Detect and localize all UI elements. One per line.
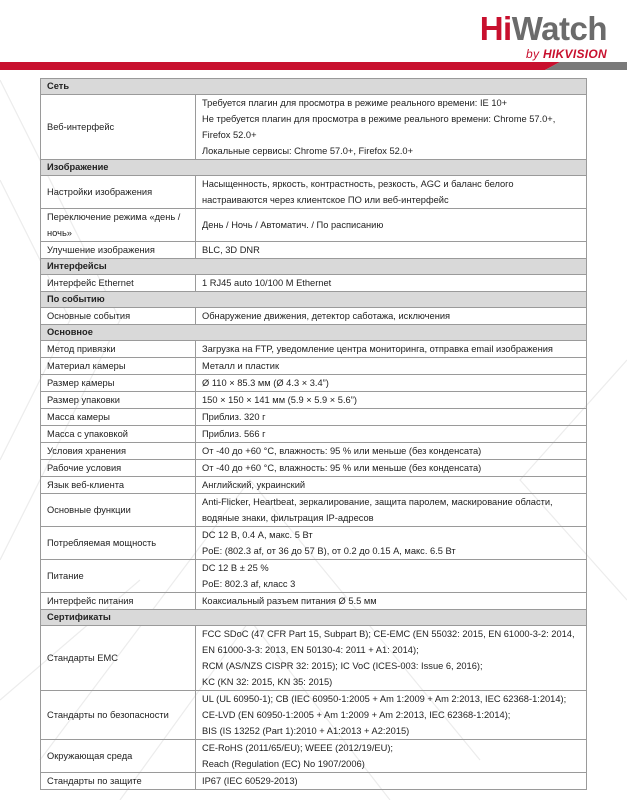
spec-label: Рабочие условия xyxy=(41,460,196,477)
spec-row xyxy=(41,308,587,325)
spec-value-line: Насыщенность, яркость, контрастность, резкость, AGC и баланс белого xyxy=(202,179,514,189)
spec-label: Масса камеры xyxy=(41,409,196,426)
spec-row xyxy=(41,409,587,426)
section-header xyxy=(41,259,587,275)
spec-label: Метод привязки xyxy=(41,341,196,358)
spec-label: Стандарты по защите xyxy=(41,773,196,790)
logo-subtitle xyxy=(480,47,607,61)
spec-row xyxy=(41,275,587,292)
spec-value-line: FCC SDoC (47 CFR Part 15, Subpart B); CE-EMC (EN 55032: 2015, EN 61000-3-2: 2014, xyxy=(202,629,575,639)
logo-hi: Hi xyxy=(479,10,512,47)
spec-value-line: BLC, 3D DNR xyxy=(202,245,260,255)
spec-row xyxy=(41,773,587,790)
spec-value-line: настраиваются через клиентское ПО или веб-интерфейс xyxy=(202,195,449,205)
spec-row xyxy=(41,443,587,460)
spec-label: Переключение режима «день / ночь» xyxy=(41,209,196,242)
spec-value xyxy=(196,560,587,593)
spec-value-line: KC (KN 32: 2015, KN 35: 2015) xyxy=(202,677,333,687)
spec-label: Основные функции xyxy=(41,494,196,527)
spec-value xyxy=(196,308,587,325)
logo-hikvision: HIKVISION xyxy=(542,47,607,61)
spec-value-line: Коаксиальный разъем питания Ø 5.5 мм xyxy=(202,596,377,606)
header-stripe xyxy=(0,62,627,74)
spec-row xyxy=(41,593,587,610)
spec-value-line: Приблиз. 320 г xyxy=(202,412,266,422)
hiwatch-logo xyxy=(480,12,607,61)
spec-label: Окружающая среда xyxy=(41,740,196,773)
spec-value-line: Firefox 52.0+ xyxy=(202,130,257,140)
spec-value-line: Английский, украинский xyxy=(202,480,306,490)
spec-value-line: Ø 110 × 85.3 мм (Ø 4.3 × 3.4”) xyxy=(202,378,329,388)
spec-row xyxy=(41,494,587,527)
spec-value-line: 150 × 150 × 141 мм (5.9 × 5.9 × 5.6”) xyxy=(202,395,357,405)
spec-value xyxy=(196,426,587,443)
spec-value xyxy=(196,691,587,740)
spec-row xyxy=(41,209,587,242)
spec-label: Улучшение изображения xyxy=(41,242,196,259)
spec-label: Размер камеры xyxy=(41,375,196,392)
spec-value-line: BIS (IS 13252 (Part 1):2010 + A1:2013 + A2:2015) xyxy=(202,726,410,736)
section-header xyxy=(41,292,587,308)
spec-value xyxy=(196,626,587,691)
spec-value-line: Металл и пластик xyxy=(202,361,280,371)
spec-value-line: RCM (AS/NZS CISPR 32: 2015); IC VoC (ICES-003: Issue 6, 2016); xyxy=(202,661,483,671)
specification-table xyxy=(40,78,587,790)
spec-value xyxy=(196,375,587,392)
spec-value xyxy=(196,740,587,773)
spec-row xyxy=(41,560,587,593)
spec-value xyxy=(196,460,587,477)
spec-value-line: Reach (Regulation (EC) No 1907/2006) xyxy=(202,759,365,769)
spec-value xyxy=(196,341,587,358)
spec-value xyxy=(196,443,587,460)
logo-watch: Watch xyxy=(511,10,607,47)
spec-value xyxy=(196,477,587,494)
spec-value-line: CE-RoHS (2011/65/EU); WEEE (2012/19/EU); xyxy=(202,743,394,753)
spec-row xyxy=(41,426,587,443)
spec-row xyxy=(41,527,587,560)
spec-row xyxy=(41,460,587,477)
spec-value-line: водяные знаки, фильтрация IP-адресов xyxy=(202,513,374,523)
spec-label: Стандарты по безопасности xyxy=(41,691,196,740)
spec-value xyxy=(196,392,587,409)
logo-wordmark xyxy=(480,12,607,46)
spec-label: Основные события xyxy=(41,308,196,325)
logo-by: by xyxy=(526,47,540,61)
spec-value-line: От -40 до +60 °C, влажность: 95 % или меньше (без конденсата) xyxy=(202,446,482,456)
spec-value-line: DC 12 В ± 25 % xyxy=(202,563,269,573)
section-title: Изображение xyxy=(41,160,587,176)
spec-value-line: Локальные сервисы: Chrome 57.0+, Firefox 52.0+ xyxy=(202,146,414,156)
spec-value-line: День / Ночь / Автоматич. / По расписанию xyxy=(202,220,384,230)
section-title: Основное xyxy=(41,325,587,341)
spec-value-line: Загрузка на FTP, уведомление центра мониторинга, отправка email изображения xyxy=(202,344,553,354)
spec-label: Веб-интерфейс xyxy=(41,95,196,160)
section-title: Сертификаты xyxy=(41,610,587,626)
spec-value xyxy=(196,358,587,375)
spec-value xyxy=(196,527,587,560)
spec-row xyxy=(41,176,587,209)
spec-label: Язык веб-клиента xyxy=(41,477,196,494)
spec-row xyxy=(41,477,587,494)
spec-value-line: UL (UL 60950-1); CB (IEC 60950-1:2005 + Am 1:2009 + Am 2:2013, IEC 62368-1:2014); xyxy=(202,694,567,704)
spec-label: Настройки изображения xyxy=(41,176,196,209)
spec-label: Питание xyxy=(41,560,196,593)
spec-value-line: Anti-Flicker, Heartbeat, зеркалирование, защита паролем, маскирование области, xyxy=(202,497,553,507)
section-header xyxy=(41,610,587,626)
spec-label: Масса с упаковкой xyxy=(41,426,196,443)
spec-label: Материал камеры xyxy=(41,358,196,375)
spec-row xyxy=(41,242,587,259)
spec-label: Интерфейс питания xyxy=(41,593,196,610)
spec-value xyxy=(196,494,587,527)
spec-value-line: Не требуется плагин для просмотра в режиме реального времени: Chrome 57.0+, xyxy=(202,114,556,124)
spec-value-line: 1 RJ45 auto 10/100 M Ethernet xyxy=(202,278,332,288)
spec-label: Стандарты EMC xyxy=(41,626,196,691)
spec-value-line: IP67 (IEC 60529-2013) xyxy=(202,776,298,786)
spec-value-line: DC 12 В, 0.4 А, макс. 5 Вт xyxy=(202,530,313,540)
section-title: Сеть xyxy=(41,79,587,95)
spec-value-line: Требуется плагин для просмотра в режиме реального времени: IE 10+ xyxy=(202,98,508,108)
section-header xyxy=(41,325,587,341)
spec-label: Условия хранения xyxy=(41,443,196,460)
spec-label: Потребляемая мощность xyxy=(41,527,196,560)
spec-row xyxy=(41,626,587,691)
spec-value-line: EN 61000-3-3: 2013, EN 50130-4: 2011 + A1: 2014); xyxy=(202,645,419,655)
spec-value xyxy=(196,209,587,242)
spec-value-line: CE-LVD (EN 60950-1:2005 + Am 1:2009 + Am 2:2013, IEC 62368-1:2014); xyxy=(202,710,511,720)
spec-value-line: PoE: 802.3 af, класс 3 xyxy=(202,579,296,589)
spec-row xyxy=(41,341,587,358)
spec-value-line: Обнаружение движения, детектор саботажа, исключения xyxy=(202,311,451,321)
spec-value-line: От -40 до +60 °C, влажность: 95 % или меньше (без конденсата) xyxy=(202,463,482,473)
section-header xyxy=(41,79,587,95)
section-title: Интерфейсы xyxy=(41,259,587,275)
spec-value xyxy=(196,593,587,610)
spec-value xyxy=(196,409,587,426)
spec-value xyxy=(196,773,587,790)
spec-label: Размер упаковки xyxy=(41,392,196,409)
spec-row xyxy=(41,740,587,773)
section-title: По событию xyxy=(41,292,587,308)
spec-value-line: PoE: (802.3 af, от 36 до 57 В), от 0.2 до 0.15 А, макс. 6.5 Вт xyxy=(202,546,456,556)
spec-value xyxy=(196,242,587,259)
spec-value xyxy=(196,176,587,209)
spec-row xyxy=(41,392,587,409)
spec-row xyxy=(41,358,587,375)
spec-row xyxy=(41,95,587,160)
section-header xyxy=(41,160,587,176)
spec-value xyxy=(196,95,587,160)
spec-value xyxy=(196,275,587,292)
spec-value-line: Приблиз. 566 г xyxy=(202,429,266,439)
spec-row xyxy=(41,375,587,392)
spec-row xyxy=(41,691,587,740)
spec-label: Интерфейс Ethernet xyxy=(41,275,196,292)
